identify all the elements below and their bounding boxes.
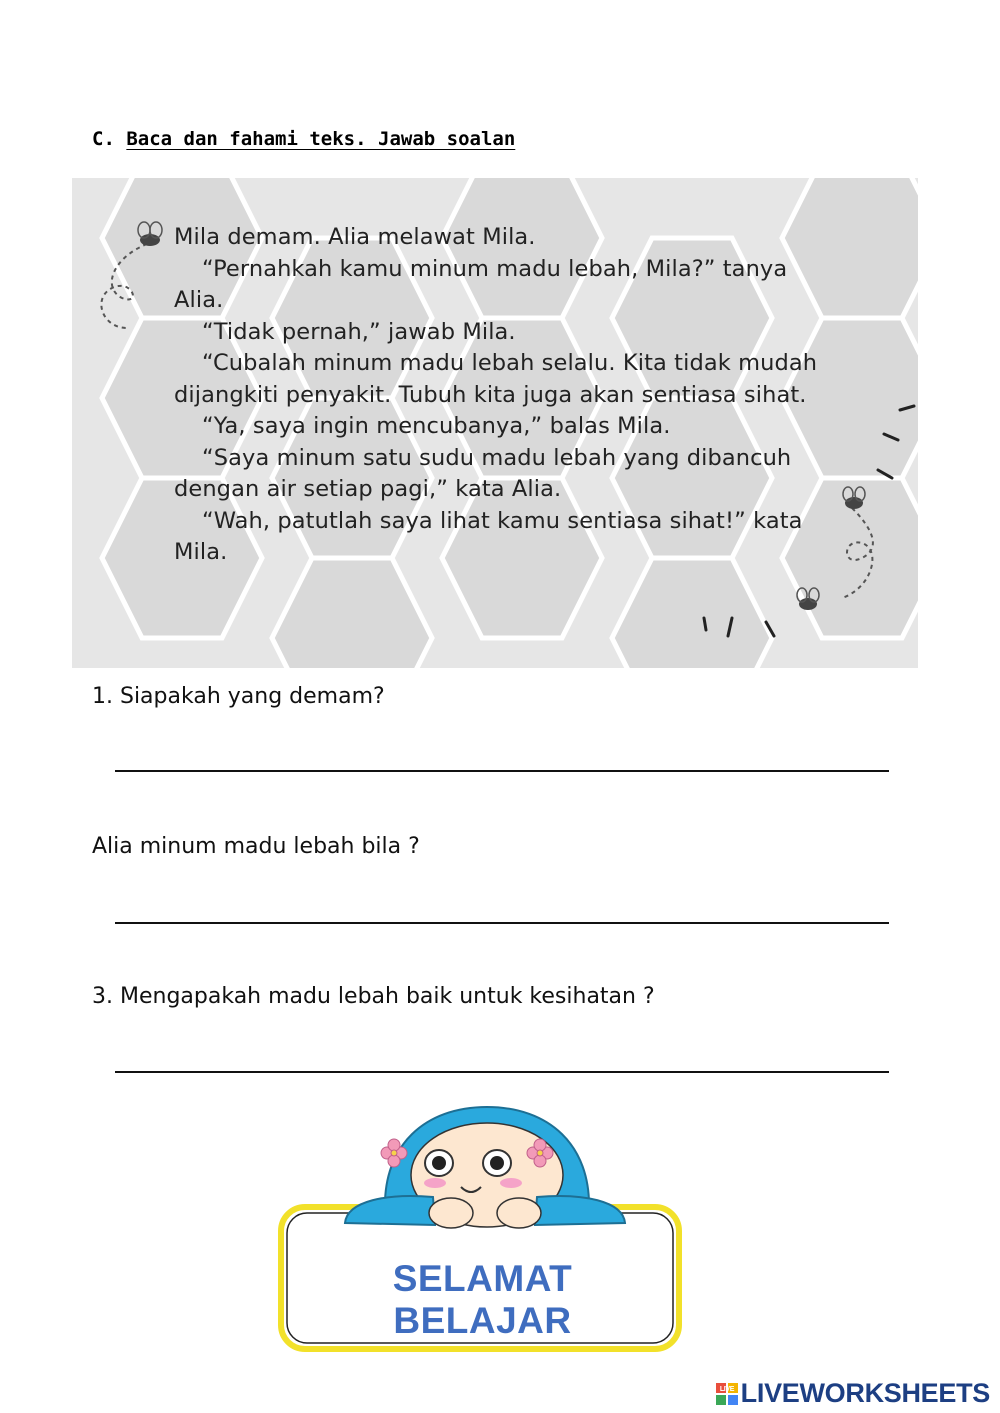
brand-name: LIVEWORKSHEETS [740, 1378, 990, 1408]
banner-text: SELAMAT BELAJAR [392, 1258, 573, 1341]
passage-line: “Ya, saya ingin mencubanya,” balas Mila. [202, 413, 671, 439]
passage-line: “Tidak pernah,” jawab Mila. [202, 318, 516, 345]
passage-line: Mila demam. Alia melawat Mila. [174, 224, 536, 250]
passage-line: “Pernahkah kamu minum madu lebah, Mila?” tanya Alia. [174, 255, 788, 313]
passage-line: “Cubalah minum madu lebah selalu. Kita tidak mudah dijangkiti penyakit. Tubuh kita juga akan sentiasa sihat. [174, 350, 818, 408]
question-1: 1. Siapakah yang demam? [92, 684, 385, 709]
section-heading [92, 128, 515, 150]
passage-line: “Saya minum satu sudu madu lebah yang dibancuh dengan air setiap pagi,” kata Alia. [174, 444, 792, 502]
answer-line-2[interactable] [115, 922, 889, 924]
passage-line: “Wah, patutlah saya lihat kamu sentiasa sihat!” kata Mila. [174, 507, 803, 565]
section-letter: C. [92, 128, 115, 150]
question-2: Alia minum madu lebah bila ? [92, 834, 420, 859]
answer-line-3[interactable] [115, 1071, 889, 1073]
section-instruction: Baca dan fahami teks. Jawab soalan [126, 128, 516, 150]
liveworksheets-logo[interactable] [716, 1378, 990, 1409]
passage-text [174, 222, 824, 569]
reading-passage [72, 178, 918, 668]
answer-line-1[interactable] [115, 770, 889, 772]
svg-text:LIVE: LIVE [719, 1385, 734, 1393]
question-3: 3. Mengapakah madu lebah baik untuk kesihatan ? [92, 984, 655, 1009]
liveworksheets-icon [716, 1383, 738, 1405]
